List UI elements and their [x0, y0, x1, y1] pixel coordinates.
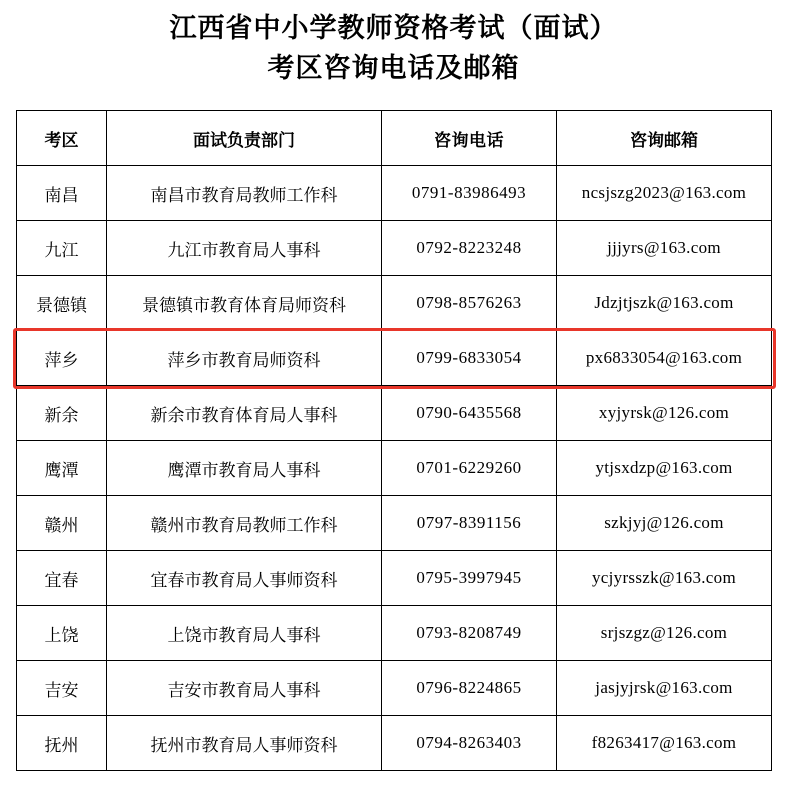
cell-phone: 0797-8391156	[382, 496, 557, 551]
column-header-email: 咨询邮箱	[557, 111, 772, 166]
cell-region: 南昌	[17, 166, 107, 221]
cell-phone: 0796-8224865	[382, 661, 557, 716]
cell-region: 宜春	[17, 551, 107, 606]
cell-region: 萍乡	[17, 331, 107, 386]
cell-email: ycjyrsszk@163.com	[557, 551, 772, 606]
table-row	[17, 276, 772, 331]
page-title	[0, 0, 787, 88]
column-header-phone: 咨询电话	[382, 111, 557, 166]
cell-email: Jdzjtjszk@163.com	[557, 276, 772, 331]
cell-email: jjjyrs@163.com	[557, 221, 772, 276]
cell-phone: 0793-8208749	[382, 606, 557, 661]
cell-dept: 景德镇市教育体育局师资科	[107, 276, 382, 331]
cell-region: 鹰潭	[17, 441, 107, 496]
cell-email: szkjyj@126.com	[557, 496, 772, 551]
cell-dept: 南昌市教育局教师工作科	[107, 166, 382, 221]
cell-region: 上饶	[17, 606, 107, 661]
contact-table	[16, 110, 772, 771]
title-line-2: 考区咨询电话及邮箱	[267, 53, 520, 83]
cell-dept: 鹰潭市教育局人事科	[107, 441, 382, 496]
cell-email: jasjyjrsk@163.com	[557, 661, 772, 716]
cell-email: f8263417@163.com	[557, 716, 772, 771]
cell-region: 景德镇	[17, 276, 107, 331]
cell-region: 九江	[17, 221, 107, 276]
cell-dept: 九江市教育局人事科	[107, 221, 382, 276]
cell-email: srjszgz@126.com	[557, 606, 772, 661]
cell-phone: 0794-8263403	[382, 716, 557, 771]
cell-dept: 抚州市教育局人事师资科	[107, 716, 382, 771]
table-row	[17, 331, 772, 386]
table-row	[17, 221, 772, 276]
cell-phone: 0701-6229260	[382, 441, 557, 496]
table-row	[17, 716, 772, 771]
cell-region: 吉安	[17, 661, 107, 716]
table-row	[17, 166, 772, 221]
cell-dept: 赣州市教育局教师工作科	[107, 496, 382, 551]
cell-phone: 0798-8576263	[382, 276, 557, 331]
table-row	[17, 551, 772, 606]
cell-dept: 吉安市教育局人事科	[107, 661, 382, 716]
cell-phone: 0799-6833054	[382, 331, 557, 386]
cell-email: ytjsxdzp@163.com	[557, 441, 772, 496]
column-header-dept: 面试负责部门	[107, 111, 382, 166]
cell-dept: 萍乡市教育局师资科	[107, 331, 382, 386]
cell-phone: 0791-83986493	[382, 166, 557, 221]
cell-region: 赣州	[17, 496, 107, 551]
table-header	[17, 111, 772, 166]
table-row	[17, 386, 772, 441]
cell-email: px6833054@163.com	[557, 331, 772, 386]
table-container	[16, 110, 771, 771]
table-header-row	[17, 111, 772, 166]
cell-region: 新余	[17, 386, 107, 441]
cell-region: 抚州	[17, 716, 107, 771]
cell-dept: 上饶市教育局人事科	[107, 606, 382, 661]
table-row	[17, 441, 772, 496]
table-body	[17, 166, 772, 771]
cell-phone: 0790-6435568	[382, 386, 557, 441]
table-row	[17, 606, 772, 661]
cell-dept: 新余市教育体育局人事科	[107, 386, 382, 441]
cell-email: xyjyrsk@126.com	[557, 386, 772, 441]
column-header-region: 考区	[17, 111, 107, 166]
title-line-1: 江西省中小学教师资格考试（面试）	[169, 13, 618, 43]
table-row	[17, 496, 772, 551]
cell-phone: 0795-3997945	[382, 551, 557, 606]
cell-phone: 0792-8223248	[382, 221, 557, 276]
cell-dept: 宜春市教育局人事师资科	[107, 551, 382, 606]
table-row	[17, 661, 772, 716]
cell-email: ncsjszg2023@163.com	[557, 166, 772, 221]
